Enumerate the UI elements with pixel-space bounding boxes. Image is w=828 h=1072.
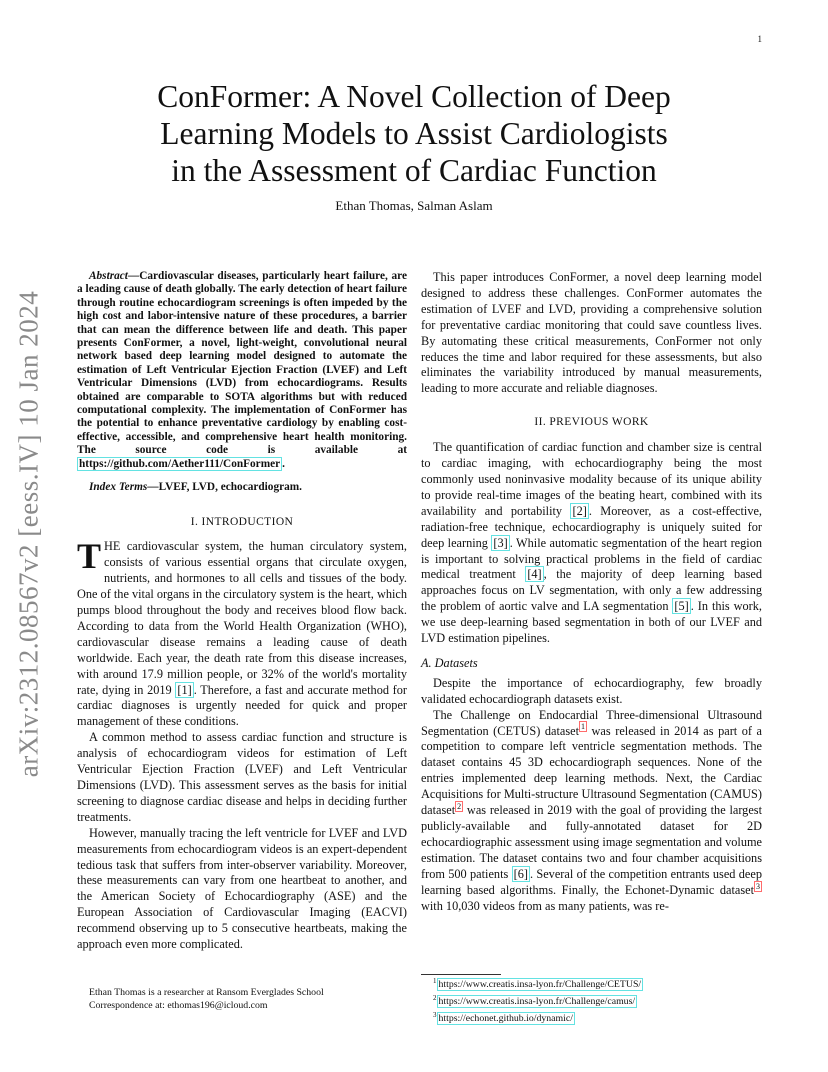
drop-cap: T — [77, 536, 102, 577]
title-line-1: ConFormer: A Novel Collection of Deep — [157, 79, 671, 114]
abstract-end: . — [282, 457, 285, 470]
section-heading-previous-work: II. PREVIOUS WORK — [534, 416, 649, 429]
intro-paragraph-4: This paper introduces ConFormer, a novel deep learning model designed to address these challenges. ConFormer automates the estimation of LVEF and LVD, providing a comprehensive solution for preventative cardiac monitoring that could save countless lives. By automating these critical measurements, ConFormer not only reduces the time and labor required for these assessments, but also eliminates the variability introduced by manual measurements, leading to more accurate and reliable diagnoses. — [421, 270, 762, 396]
author-list: Ethan Thomas, Salman Aslam — [335, 198, 493, 213]
ds-text-d: . Several of the competition entrants used deep learning based algorithms. Finally, the Echonet-Dynamic dataset — [421, 866, 762, 897]
intro-p1-text-b: . Therefore, a fast and accurate method for cardiac diagnoses is urgently needed for quick and proper management of these conditions. — [77, 682, 408, 729]
intro-paragraph-1 — [77, 536, 408, 730]
footnote-ref-2[interactable]: 2 — [457, 802, 462, 811]
citation-4[interactable]: [4] — [527, 567, 542, 582]
footnote-1-number: 1 — [433, 977, 437, 985]
footnote-3-link[interactable]: https://echonet.github.io/dynamic/ — [438, 1012, 573, 1024]
pw-text-a: The quantification of cardiac function and chamber size is central to cardiac imaging, with echocardiography being the most commonly used noninvasive modality because of its unique ability to provide real-time images of the beating heart, combined with its availability and portability — [421, 440, 762, 518]
citation-5[interactable]: [5] — [674, 599, 689, 614]
section-heading-introduction: I. INTRODUCTION — [190, 515, 294, 528]
intro-paragraph-3: However, manually tracing the left ventricle for LVEF and LVD measurements from echocardiogram videos is an expert-dependent tedious task that suffers from inter-observer variability. Moreover, these measurements can vary from one heartbeat to another, and the American Society of Echocardiography (ASE) and the European Association of Cardiovascular Imaging (EACVI) recommend observing up to 5 consecutive heartbeats, making the approach even more complicated. — [77, 825, 407, 952]
affiliation-line: Ethan Thomas is a researcher at Ransom Everglades School — [89, 987, 324, 998]
footnote-3-number: 3 — [433, 1010, 437, 1019]
paper-title — [60, 78, 768, 189]
intro-p1-text-a: HE cardiovascular system, the human circulatory system, consists of various essential organs that circulate oxygen, nutrients, and hormones to all cells and tissues of the body. One of the vital organs in the circulatory system is the heart, which pumps blood throughout the body and receives blood flow back. According to data from the World Health Organization (WHO), cardiovascular disease remains a leading cause of death worldwide. Each year, the death rate from this disease increases, with around 17.9 million people, or 32% of the world's mortality rate, dying in 2019 — [77, 539, 407, 697]
index-terms — [77, 481, 407, 494]
right-column — [421, 270, 762, 914]
title-line-2: Learning Models to Assist Cardiologists — [160, 116, 668, 151]
citation-6[interactable]: [6] — [513, 866, 528, 881]
footnote-2-link[interactable]: https://www.creatis.insa-lyon.fr/Challenge/camus/ — [438, 996, 636, 1008]
intro-paragraph-2: A common method to assess cardiac function and structure is analysis of echocardiogram videos for estimation of Left Ventricular Ejection Fraction (LVEF) and Left Ventricular Dimensions (LVD). This assessment serves as the basis for initial screening to diagnose cardiac disease and helps in deciding further treatments. — [77, 730, 407, 824]
datasets-paragraph-2 — [421, 708, 762, 915]
citation-3[interactable]: [3] — [493, 535, 508, 550]
footnote-1 — [433, 975, 763, 992]
ds-text-a: The Challenge on Endocardial Three-dimensional Ultrasound Segmentation (CETUS) dataset — [421, 707, 762, 738]
pw-text-e: . In this work, we use deep-learning based segmentation in both of our LVEF and LVD estimation pipelines. — [421, 599, 762, 646]
index-terms-text: —LVEF, LVD, echocardiogram. — [147, 481, 302, 494]
citation-2[interactable]: [2] — [572, 503, 587, 518]
footnotes — [433, 975, 763, 1025]
ds-text-c: was released in 2019 with the goal of providing the largest publicly-available and fully-annotated dataset for 2D echocardiographic assessment using image segmentation and volume estimation. The dataset contains two and four chamber acquisitions from 500 patients — [421, 803, 762, 881]
pw-text-b: . Moreover, as a cost-effective, radiation-free technique, echocardiography is uniquely suited for deep learning — [421, 503, 762, 550]
footnote-3 — [433, 1009, 763, 1026]
footnote-1-link[interactable]: https://www.creatis.insa-lyon.fr/Challenge/CETUS/ — [438, 979, 642, 991]
author-affiliation-footnote — [77, 987, 417, 1012]
ds-text-e: with 10,030 videos from as many patients, was re- — [421, 898, 669, 913]
arxiv-stamp-text: arXiv:2312.08567v2 [eess.IV] 10 Jan 2024 — [13, 290, 44, 778]
subsection-heading-datasets: A. Datasets — [421, 655, 478, 670]
footnote-2-number: 2 — [433, 993, 437, 1002]
abstract — [77, 270, 407, 471]
abstract-text: —Cardiovascular diseases, particularly heart failure, are a leading cause of death globally. The early detection of heart failure through routine echocardiogram screenings is often impeded by the high cost and labor-intensive nature of these procedures, a barrier that can mean the difference between life and death. This paper presents ConFormer, a novel, light-weight, convolutional neural network based deep learning model designed to automate the estimation of Left Ventricular Ejection Fraction (LVEF) and Left Ventricular Dimensions (LVD) from echocardiograms. Results obtained are comparable to SOTA algorithms but with reduced computational complexity. The implementation of ConFormer has the potential to enhance preventative cardiology by enabling cost-effective, accessible, and comprehensive heart health monitoring. The source code is available at — [77, 270, 407, 457]
pw-text-c: . While automatic segmentation of the heart region is important to solving practical problems in the field of cardiac medical treatment — [421, 535, 763, 582]
left-column — [77, 270, 407, 953]
pw-text-d: , the majority of deep learning based approaches focus on LV segmentation, with only a few addressing the problem of aortic valve and LA segmentation — [421, 567, 762, 614]
arxiv-stamp — [12, 290, 46, 778]
footnote-2 — [433, 992, 763, 1009]
citation-1[interactable]: [1] — [177, 682, 192, 697]
datasets-paragraph-1: Despite the importance of echocardiography, few broadly validated echocardiograph datasets exist. — [421, 675, 762, 706]
correspondence-line: Correspondence at: ethomas196@icloud.com — [89, 999, 268, 1011]
footnote-ref-3[interactable]: 3 — [756, 881, 760, 891]
index-terms-label: Index Terms — [89, 481, 148, 494]
source-code-link[interactable]: https://github.com/Aether111/ConFormer — [79, 457, 281, 470]
title-line-3: in the Assessment of Cardiac Function — [171, 153, 657, 188]
footnote-ref-1[interactable]: 1 — [581, 722, 585, 732]
page-number: 1 — [757, 34, 762, 44]
ds-text-b: was released in 2014 as part of a competition to compare left ventricle segmentation methods. The dataset contains 45 3D echocardiograph sequences. None of the entries implemented deep learning methods. Next, the Cardiac Acquisitions for Multi-structure Ultrasound Segmentation (CAMUS) dataset — [421, 723, 763, 818]
previous-work-paragraph — [421, 440, 762, 647]
abstract-label: Abstract — [89, 270, 128, 282]
